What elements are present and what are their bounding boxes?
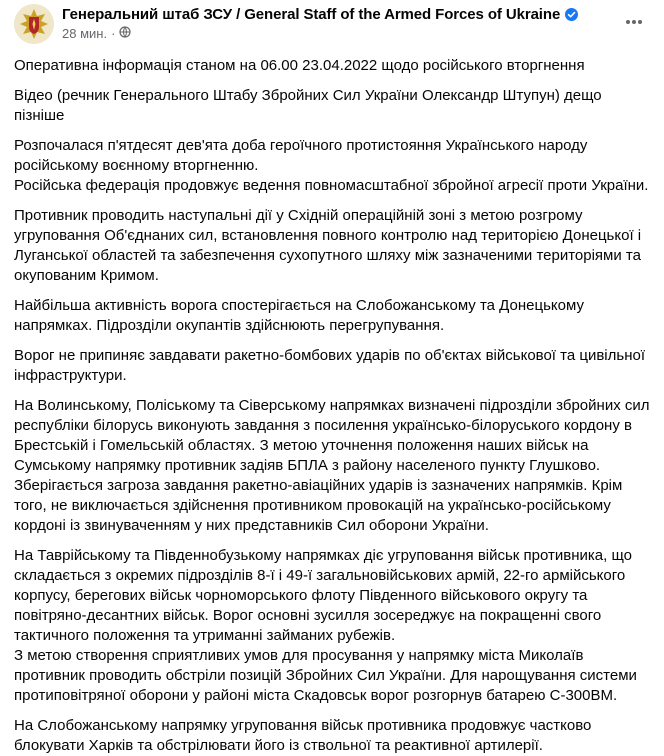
post-text-line: Ворог не припиняє завдавати ракетно-бомбових ударів по об'єктах військової та цивільної інфраструктури. (14, 347, 645, 384)
post-paragraph (14, 396, 652, 536)
post-paragraph (14, 716, 652, 756)
post-text (14, 56, 652, 756)
post-text-line: Відео (речник Генерального Штабу Збройних Сил України Олександр Штупун) дещо пізніше (14, 87, 602, 124)
post-text-line: Російська федерація продовжує ведення повномасштабної збройної агресії проти України. (14, 177, 649, 194)
post-paragraph (14, 86, 652, 126)
post-paragraph (14, 296, 652, 336)
post-paragraph (14, 346, 652, 386)
post-text-line: На Волинському, Поліському та Сіверському напрямках визначені підрозділи збройних сил республіки білорусь виконують завдання з посилення українсько-білоруського кордону в Брестській і Гомельській областях. З метою уточнення положення наших військ на Сумському напрямку противник задіяв БПЛА з району населеного пункту Глушково. Зберігається загроза завдання ракетно-авіаційних ударів із зазначених напрямків. Крім того, не виключається здійснення противником провокацій на українсько-російському кордоні із звинуваченням у них представників Сил оборони України. (14, 397, 650, 534)
post-text-line: З метою створення сприятливих умов для просування у напрямку міста Миколаїв противник проводить обстріли позицій Збройних Сил України. Для нарощування системи протиповітряної оборони у районі міста Скадовськ ворог розгорнув батарею С-300ВМ. (14, 647, 637, 704)
post-timestamp[interactable]: 28 мин. (62, 26, 108, 41)
post-header (14, 0, 652, 56)
more-options-icon[interactable] (616, 4, 652, 40)
author-name[interactable]: Генеральний штаб ЗСУ / General Staff of the Armed Forces of Ukraine (62, 6, 561, 23)
post-paragraph (14, 206, 652, 286)
post-text-line: Оперативна інформація станом на 06.00 23.04.2022 щодо російського вторгнення (14, 57, 585, 74)
globe-icon[interactable] (119, 26, 131, 41)
post-text-line: На Слобожанському напрямку угруповання військ противника продовжує частково блокувати Харків та обстрілювати його із ствольної та реактивної артилерії. (14, 717, 592, 754)
post-text-line: Противник проводить наступальні дії у Східній операційній зоні з метою розгрому угруповання Об'єднаних сил, встановлення повного контролю над територією Донецької і Луганської областей та забезпечення сухопутного шляху між зазначеними територіями та окупованим Кримом. (14, 207, 642, 284)
verified-badge-icon (565, 8, 578, 21)
separator-dot: · (111, 26, 116, 41)
post-paragraph (14, 546, 652, 706)
post-paragraph (14, 136, 652, 196)
post-paragraph (14, 56, 652, 76)
coat-of-arms-icon[interactable] (14, 4, 54, 44)
post-text-line: Розпочалася п'ятдесят дев'ята доба героїчного протистояння Українського народу російському воєнному вторгненню. (14, 137, 588, 174)
post-text-line: На Таврійському та Південнобузькому напрямках діє угруповання військ противника, що складається з окремих підрозділів 8-ї і 49-ї загальновійськових армій, 22-го армійського корпусу, берегових військ чорноморського флоту Південного військового округу та повітряно-десантних військ. Ворог основні зусилля зосереджує на покращенні свого тактичного положення та утриманні займаних рубежів. (14, 547, 632, 644)
post-text-line: Найбільша активність ворога спостерігається на Слобожанському та Донецькому напрямках. Підрозділи окупантів здійснюють перегрупування. (14, 297, 584, 334)
